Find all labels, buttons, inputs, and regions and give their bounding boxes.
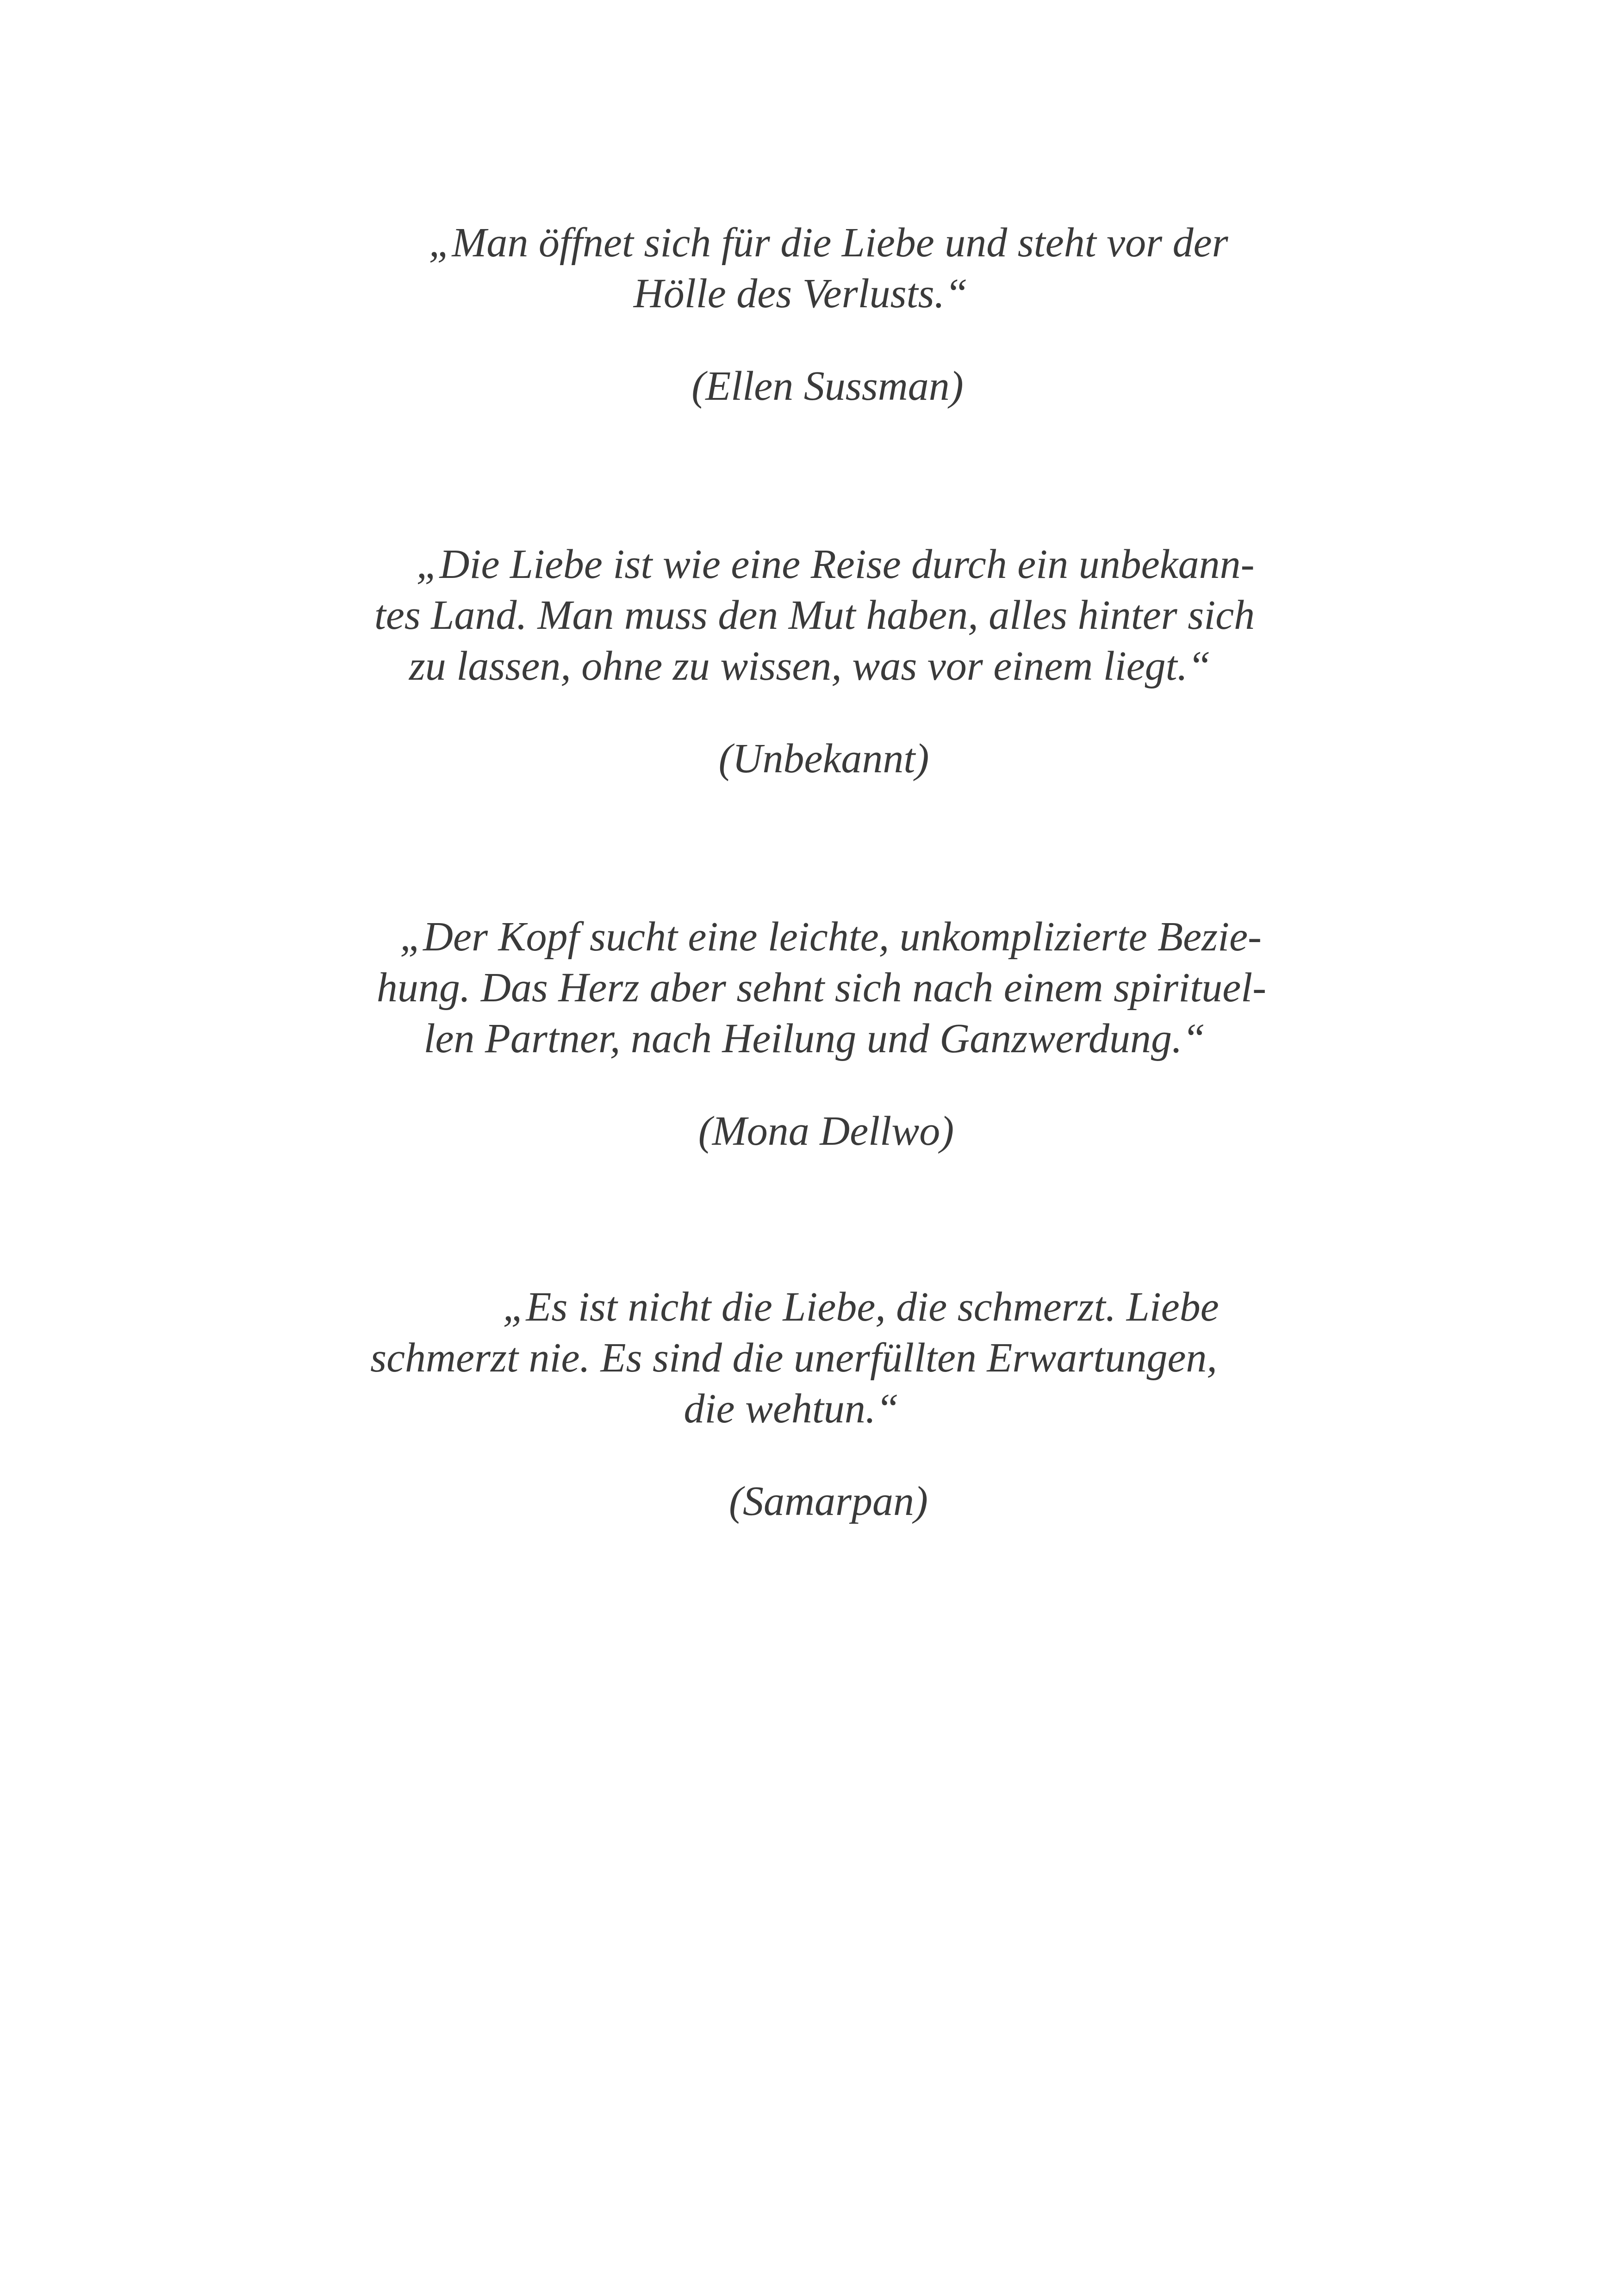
quote-line: „Man öffnet sich für die Liebe und steht vor der — [429, 220, 1228, 266]
quote-author: (Mona Dellwo) — [698, 1108, 954, 1154]
quote-line: „Es ist nicht die Liebe, die schmerzt. Liebe — [503, 1284, 1219, 1330]
quote-line: tes Land. Man muss den Mut haben, alles hinter sich — [374, 592, 1255, 638]
quote-line: „Der Kopf sucht eine leichte, unkomplizierte Bezie- — [399, 914, 1262, 960]
quote-line: schmerzt nie. Es sind die unerfüllten Erwartungen, — [370, 1335, 1217, 1381]
quote-line: hung. Das Herz aber sehnt sich nach einem spirituel- — [376, 965, 1267, 1011]
quote-line: die wehtun.“ — [684, 1386, 899, 1432]
quote-line: zu lassen, ohne zu wissen, was vor einem liegt.“ — [409, 643, 1211, 689]
quote-line: len Partner, nach Heilung und Ganzwerdung.“ — [423, 1016, 1206, 1061]
quote-line: „Die Liebe ist wie eine Reise durch ein unbekann- — [416, 541, 1255, 587]
quote-line: Hölle des Verlusts.“ — [633, 271, 968, 316]
quote-author: (Unbekannt) — [718, 736, 929, 782]
quote-author: (Samarpan) — [729, 1478, 928, 1524]
quote-author: (Ellen Sussman) — [691, 363, 964, 409]
